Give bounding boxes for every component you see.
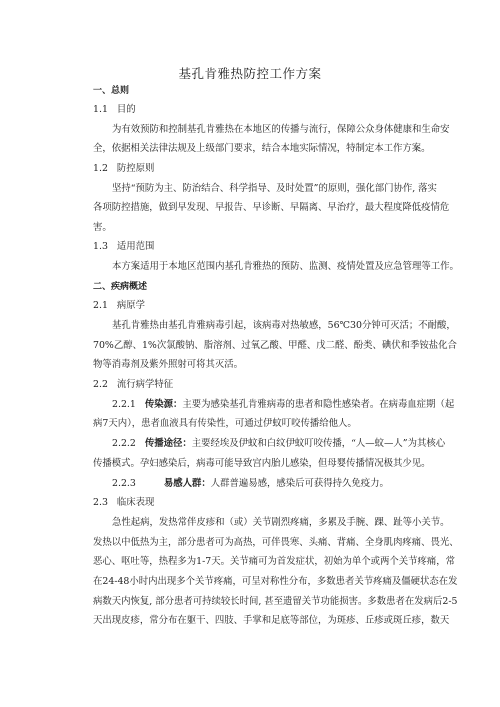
section-heading-disease-overview: 二、疾病概述 xyxy=(93,282,148,292)
subsection-2-2-heading xyxy=(93,379,173,391)
subsection-title: 适用范围 xyxy=(116,241,155,252)
item-text: 主要为感染基孔肯雅病毒的患者和隐性感染者。在病毒血症期（起 xyxy=(182,399,455,410)
subsection-2-3-heading xyxy=(93,497,154,509)
item-2-2-2 xyxy=(112,438,445,450)
paragraph-line: 害。 xyxy=(93,222,112,233)
paragraph-line: 全，依据相关法律法规及上级部门要求，结合本地实际情况，特制定本工作方案。 xyxy=(93,143,431,154)
document-title: 基孔肯雅热防控工作方案 xyxy=(178,66,322,81)
item-text: 人群普遍易感，感染后可获得持久免疫力。 xyxy=(210,478,389,489)
subsection-1-2-heading xyxy=(93,163,154,175)
item-number: 2.2.3 xyxy=(112,478,136,489)
section-heading-general: 一、总则 xyxy=(93,86,130,96)
subsection-title: 病原学 xyxy=(116,300,146,311)
paragraph-line: 发热以中低热为主，部分患者可为高热，可伴畏寒、头痛、背痛、全身肌肉疼痛、畏光、 xyxy=(93,537,459,548)
paragraph-line: 坚持“预防为主、防治结合、科学指导、及时处置”的原则，强化部门协作, 落实 xyxy=(112,183,437,194)
subsection-number: 1.1 xyxy=(93,104,108,115)
paragraph-line: 各项防控措施，做到早发现、早报告、早诊断、早隔离、早治疗，最大程度降低疫情危 xyxy=(93,202,450,213)
item-number: 2.2.2 xyxy=(112,438,136,449)
subsection-number: 2.1 xyxy=(93,300,108,311)
subsection-title: 临床表现 xyxy=(116,497,155,508)
item-2-2-1 xyxy=(112,399,454,411)
item-label: 传播途径： xyxy=(144,438,192,449)
subsection-number: 1.3 xyxy=(93,241,108,252)
item-number: 2.2.1 xyxy=(112,399,136,410)
subsection-title: 防控原则 xyxy=(116,163,155,174)
paragraph-line: 70%乙醇、1%次氯酸钠、脂溶剂、过氧乙酸、甲醛、戊二醛、酚类、碘伏和季铵盐化合 xyxy=(93,340,457,351)
paragraph-line: 病数天内恢复, 部分患者可持续较长时间, 甚至遗留关节功能损害。多数患者在发病后2-5 xyxy=(93,596,458,607)
item-text: 主要经埃及伊蚊和白纹伊蚊叮咬传播，“人—蚊—人”为其核心 xyxy=(191,438,446,449)
paragraph-line: 在24-48小时内出现多个关节疼痛，可呈对称性分布，多数患者关节疼痛及僵硬状态在发 xyxy=(93,576,458,587)
paragraph-line: 本方案适用于本地区范围内基孔肯雅热的预防、监测、疫情处置及应急管理等工作。 xyxy=(112,261,459,272)
paragraph-line: 病7天内），患者血液具有传染性，可通过伊蚊叮咬传播给他人。 xyxy=(93,418,357,429)
paragraph-line: 为有效预防和控制基孔肯雅热在本地区的传播与流行，保障公众身体健康和生命安 xyxy=(112,124,450,135)
subsection-number: 1.2 xyxy=(93,163,108,174)
subsection-1-1-heading xyxy=(93,104,136,116)
paragraph-line: 恶心、呕吐等，热程多为1-7天。关节痛可为首发症状，初始为单个或两个关节疼痛，常 xyxy=(93,556,455,567)
paragraph-line: 物等消毒剂及紫外照射可将其灭活。 xyxy=(93,359,244,370)
subsection-number: 2.3 xyxy=(93,497,108,508)
paragraph-line: 传播模式。孕妇感染后，病毒可能导致宫内胎儿感染，但母婴传播情况极其少见。 xyxy=(93,458,431,469)
paragraph-line: 天出现皮疹，常分布在躯干、四肢、手掌和足底等部位，为斑疹、丘疹或斑丘疹，数天 xyxy=(93,615,450,626)
item-2-2-3 xyxy=(112,478,389,490)
paragraph-line: 基孔肯雅热由基孔肯雅病毒引起，该病毒对热敏感，56℃30分钟可灭活；不耐酸， xyxy=(112,320,456,331)
subsection-title: 目的 xyxy=(116,104,136,115)
item-label: 易感人群： xyxy=(163,478,211,489)
subsection-2-1-heading xyxy=(93,300,145,312)
subsection-1-3-heading xyxy=(93,241,154,253)
paragraph-line: 急性起病，发热常伴皮疹和（或）关节剧烈疼痛，多累及手腕、踝、趾等小关节。 xyxy=(112,517,450,528)
subsection-number: 2.2 xyxy=(93,379,108,390)
subsection-title: 流行病学特征 xyxy=(116,379,174,390)
item-label: 传染源： xyxy=(144,399,183,410)
